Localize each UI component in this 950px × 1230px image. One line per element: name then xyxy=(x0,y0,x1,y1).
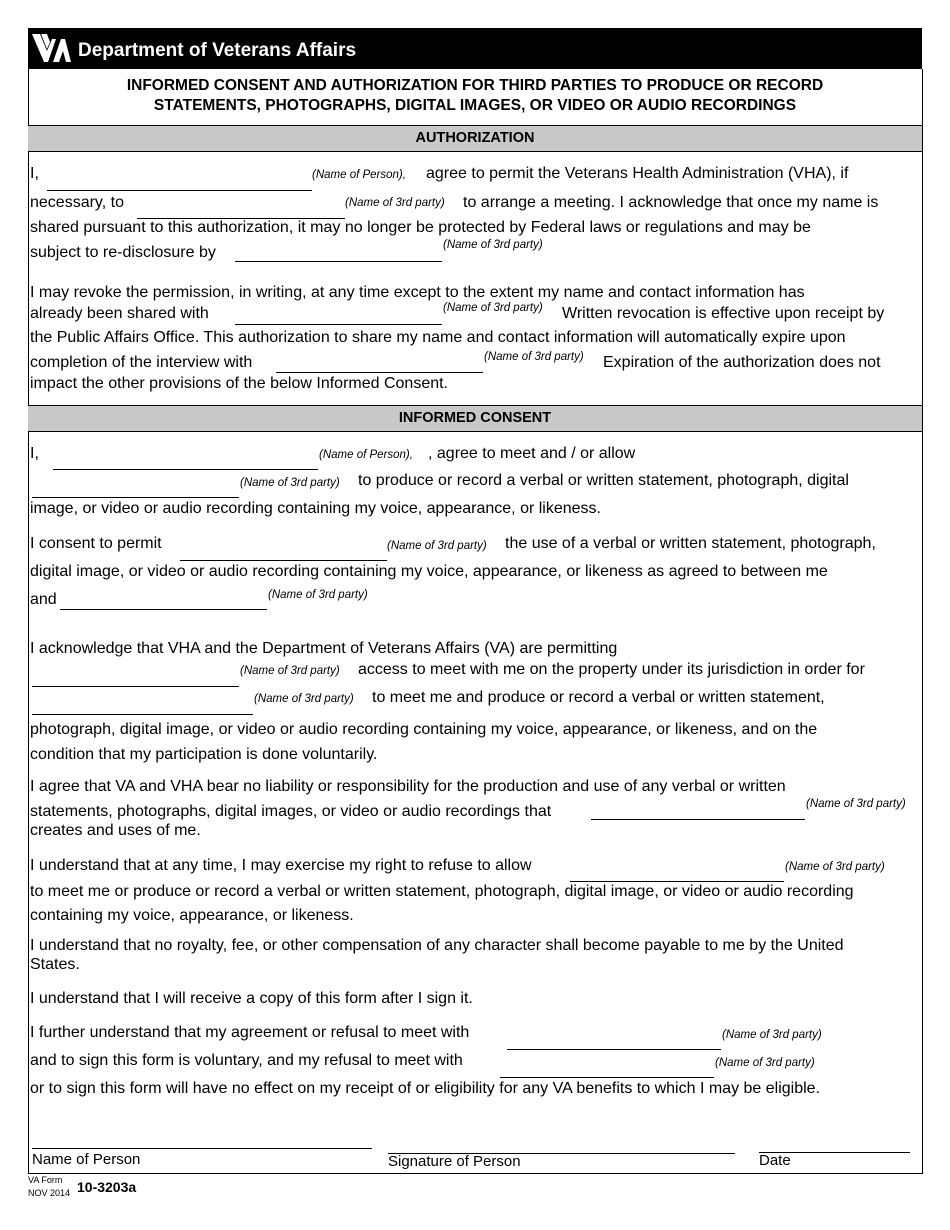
text: containing my voice, appearance, or likeness. xyxy=(30,907,354,924)
text: digital image, or video or audio recording containing my voice, appearance, or likeness as agreed to between me xyxy=(30,563,828,580)
third-party-field[interactable] xyxy=(591,819,805,820)
authorization-heading: AUTHORIZATION xyxy=(28,125,922,152)
third-party-field[interactable] xyxy=(32,497,239,498)
field-hint: (Name of Person), xyxy=(319,449,413,461)
field-hint: (Name of 3rd party) xyxy=(387,540,487,552)
field-hint: (Name of 3rd party) xyxy=(715,1057,815,1069)
third-party-field[interactable] xyxy=(180,560,387,561)
consent-heading: INFORMED CONSENT xyxy=(28,405,922,432)
text: and xyxy=(30,591,57,608)
text: to produce or record a verbal or written statement, photograph, digital xyxy=(358,472,849,489)
field-hint: (Name of 3rd party) xyxy=(443,302,543,314)
text: I consent to permit xyxy=(30,535,162,552)
field-hint: (Name of 3rd party) xyxy=(268,589,368,601)
text: photograph, digital image, or video or audio recording containing my voice, appearance, or likeness, and on the xyxy=(30,721,818,738)
text: statements, photographs, digital images, or video or audio recordings that xyxy=(30,803,552,820)
va-logo-icon xyxy=(31,31,71,65)
text: condition that my participation is done voluntarily. xyxy=(30,746,378,763)
third-party-field[interactable] xyxy=(32,714,253,715)
text: to arrange a meeting. I acknowledge that once my name is xyxy=(463,194,879,211)
text: I further understand that my agreement or refusal to meet with xyxy=(30,1024,470,1041)
name-of-person-field[interactable] xyxy=(32,1148,372,1149)
third-party-field[interactable] xyxy=(235,261,442,262)
text: States. xyxy=(30,956,80,973)
text: , agree to meet and / or allow xyxy=(428,445,636,462)
text: creates and uses of me. xyxy=(30,822,201,839)
signature-label: Signature of Person xyxy=(388,1153,521,1170)
field-hint: (Name of 3rd party) xyxy=(484,351,584,363)
text: subject to re-disclosure by xyxy=(30,244,216,261)
third-party-field[interactable] xyxy=(32,686,239,687)
field-hint: (Name of 3rd party) xyxy=(254,693,354,705)
form-date: NOV 2014 xyxy=(28,1188,71,1198)
third-party-field[interactable] xyxy=(500,1077,714,1078)
text: image, or video or audio recording containing my voice, appearance, or likeness. xyxy=(30,500,601,517)
form-label: VA Form xyxy=(28,1175,63,1185)
field-hint: (Name of 3rd party) xyxy=(785,861,885,873)
form-title-line2: STATEMENTS, PHOTOGRAPHS, DIGITAL IMAGES, OR VIDEO OR AUDIO RECORDINGS xyxy=(153,97,797,114)
text: and to sign this form is voluntary, and my refusal to meet with xyxy=(30,1052,463,1069)
text: shared pursuant to this authorization, it may no longer be protected by Federal laws or regulations and may be xyxy=(30,219,811,236)
third-party-field[interactable] xyxy=(276,372,483,373)
form-title-line1: INFORMED CONSENT AND AUTHORIZATION FOR THIRD PARTIES TO PRODUCE OR RECORD xyxy=(126,77,824,94)
field-hint: (Name of 3rd party) xyxy=(722,1029,822,1041)
field-hint: (Name of 3rd party) xyxy=(443,239,543,251)
text: I, xyxy=(30,445,39,462)
field-hint: (Name of Person), xyxy=(312,169,406,181)
name-of-person-label: Name of Person xyxy=(32,1151,141,1168)
third-party-field[interactable] xyxy=(507,1049,721,1050)
text: I understand that I will receive a copy of this form after I sign it. xyxy=(30,990,473,1007)
person-name-field[interactable] xyxy=(53,469,318,470)
field-hint: (Name of 3rd party) xyxy=(240,665,340,677)
text: Expiration of the authorization does not xyxy=(603,354,881,371)
text: or to sign this form will have no effect on my receipt of or eligibility for any VA benefits to which I may be eligible. xyxy=(30,1080,821,1097)
date-label: Date xyxy=(759,1152,791,1169)
text: Written revocation is effective upon receipt by xyxy=(562,305,885,322)
text: I understand that no royalty, fee, or other compensation of any character shall become payable to me by the United xyxy=(30,937,844,954)
text: the use of a verbal or written statement, photograph, xyxy=(505,535,876,552)
text: I agree that VA and VHA bear no liability or responsibility for the production and use of any verbal or written xyxy=(30,778,786,795)
text: completion of the interview with xyxy=(30,354,253,371)
third-party-field[interactable] xyxy=(60,609,267,610)
text: already been shared with xyxy=(30,305,209,322)
text: I, xyxy=(30,165,39,182)
text: to meet me or produce or record a verbal or written statement, photograph, digital image, or video or audio recording xyxy=(30,883,854,900)
text: necessary, to xyxy=(30,194,124,211)
agency-name: Department of Veterans Affairs xyxy=(78,40,357,61)
text: I may revoke the permission, in writing, at any time except to the extent my name and contact information has xyxy=(30,284,805,301)
field-hint: (Name of 3rd party) xyxy=(806,798,906,810)
text: the Public Affairs Office. This authorization to share my name and contact information will automatically expire upon xyxy=(30,329,846,346)
field-hint: (Name of 3rd party) xyxy=(240,477,340,489)
text: I understand that at any time, I may exercise my right to refuse to allow xyxy=(30,857,532,874)
text: impact the other provisions of the below Informed Consent. xyxy=(30,375,448,392)
person-name-field[interactable] xyxy=(47,190,312,191)
text: to meet me and produce or record a verbal or written statement, xyxy=(372,689,825,706)
third-party-field[interactable] xyxy=(235,324,442,325)
text: I acknowledge that VHA and the Department of Veterans Affairs (VA) are permitting xyxy=(30,640,618,657)
form-number: 10-3203a xyxy=(77,1179,137,1195)
text: access to meet with me on the property under its jurisdiction in order for xyxy=(358,661,865,678)
field-hint: (Name of 3rd party) xyxy=(345,197,445,209)
text: agree to permit the Veterans Health Administration (VHA), if xyxy=(426,165,849,182)
